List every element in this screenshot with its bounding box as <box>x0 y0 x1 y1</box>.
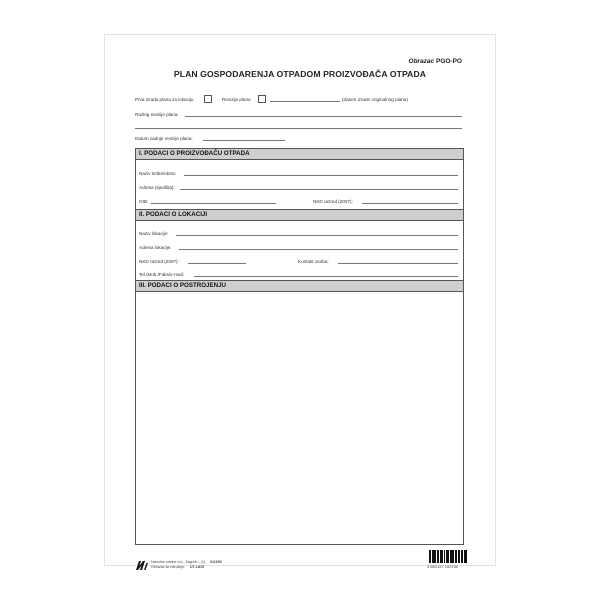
phone-label: Tel./Mob./Faks/e-mail: <box>139 272 184 277</box>
producer-section-title: I. PODACI O PROIZVOĐAČU OTPADA <box>136 149 463 160</box>
producer-nkd-field[interactable] <box>362 203 458 204</box>
producer-section <box>135 148 464 211</box>
first-plan-checkbox[interactable] <box>204 95 212 103</box>
revision-label: Revizija plana <box>222 97 251 102</box>
form-code <box>409 58 462 65</box>
producer-address-label: Adresa (sjedišta): <box>139 185 175 190</box>
revision-reason-field[interactable] <box>185 116 462 117</box>
form-number: UT-I-819 <box>190 565 204 569</box>
publisher-line-1: Narodne novine d.d., Zagreb – (1) <box>151 560 206 564</box>
facility-writing-area[interactable] <box>136 292 463 544</box>
location-name-label: Naziv lokacije: <box>139 231 169 236</box>
revision-checkbox[interactable] <box>258 95 266 103</box>
publisher-logo-icon <box>136 561 148 570</box>
last-revision-date-label: Datum zadnje revizije plana: <box>135 136 193 141</box>
location-name-field[interactable] <box>176 235 458 236</box>
catalog-number: 011650 <box>210 560 222 564</box>
revision-reason-label: Razlog revizije plana: <box>135 112 179 117</box>
company-label: Naziv tvrtke/obrta: <box>139 171 177 176</box>
oib-field[interactable] <box>151 203 276 204</box>
location-section <box>135 209 464 282</box>
phone-field[interactable] <box>194 276 458 277</box>
form-code-prefix: Obrazac <box>408 58 435 65</box>
form-sheet <box>105 35 495 569</box>
contact-field[interactable] <box>338 263 458 264</box>
barcode <box>429 550 468 563</box>
publisher-line-2: Obrazac se naručuje: <box>151 565 186 569</box>
document-title: PLAN GOSPODARENJA OTPADOM PROIZVOĐAČA OTPADA <box>173 69 427 79</box>
location-nkd-label: NKD razred (2007): <box>139 259 179 264</box>
form-code-value: PGO-PO <box>435 58 462 65</box>
facility-section-title: III. PODACI O POSTROJENJU <box>136 281 463 292</box>
original-date-field[interactable] <box>270 101 340 102</box>
oib-label: OIB: <box>139 199 149 204</box>
location-section-title: II. PODACI O LOKACIJI <box>136 210 463 221</box>
facility-section <box>135 280 464 545</box>
location-address-field[interactable] <box>179 249 458 250</box>
original-date-note: (datum izrade originalnog plana) <box>342 97 408 102</box>
company-field[interactable] <box>184 175 458 176</box>
location-nkd-field[interactable] <box>188 263 246 264</box>
barcode-number: 3 850157 152190 <box>427 564 459 569</box>
first-plan-label: Prva izrada plana za lokaciju <box>135 97 194 102</box>
producer-address-field[interactable] <box>180 189 458 190</box>
producer-nkd-label: NKD razred (2007): <box>313 199 353 204</box>
last-revision-date-field[interactable] <box>203 140 285 141</box>
location-address-label: Adresa lokacije: <box>139 245 172 250</box>
revision-reason-field-2[interactable] <box>135 128 462 129</box>
contact-label: Kontakt osoba: <box>298 259 329 264</box>
